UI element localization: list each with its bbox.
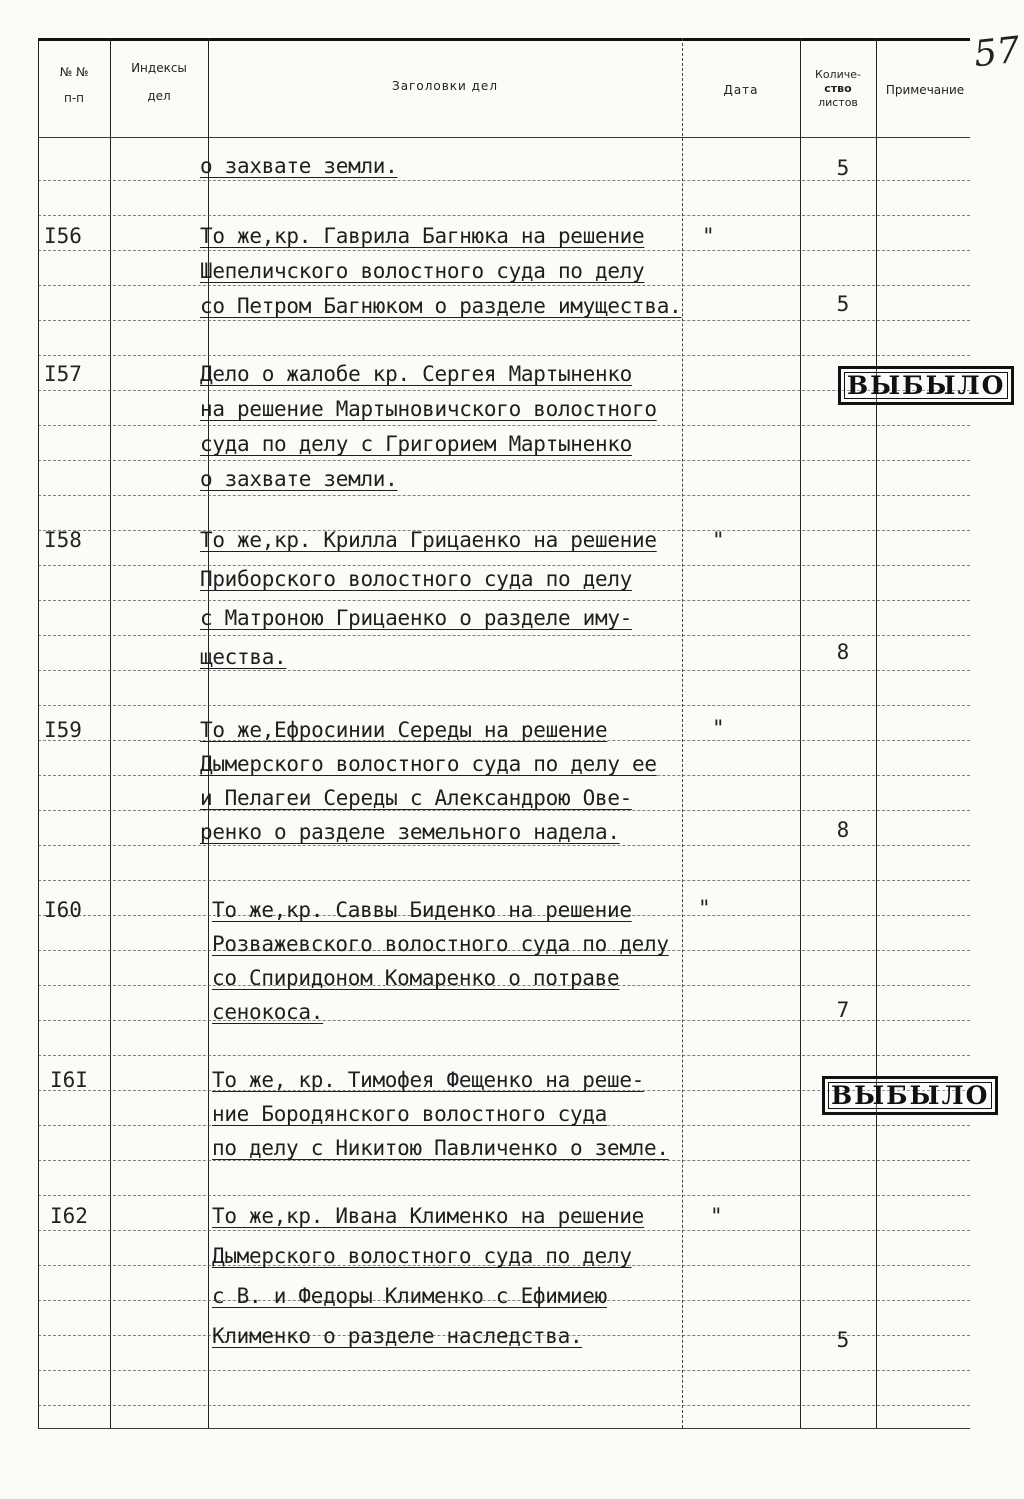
sheet-number: 57 [971, 29, 1022, 76]
sheet-count: 5 [836, 1328, 850, 1352]
column-rule [682, 38, 683, 1428]
ditto-mark: " [712, 528, 725, 552]
case-title-line: на решение Мартыновичского волостного [200, 397, 657, 421]
ruled-line [38, 320, 970, 321]
ruled-line [38, 1195, 970, 1196]
ruled-line [38, 355, 970, 356]
bottom-rule [38, 1428, 970, 1429]
ruled-line [38, 1370, 970, 1371]
ruled-line [38, 600, 970, 601]
case-title-line: То же,Ефросинии Середы на решение [200, 718, 608, 742]
case-title-line: сенокоса. [212, 1000, 324, 1024]
case-title-line: То же,кр. Крилла Грицаенко на решение [200, 528, 657, 552]
ruled-line [38, 705, 970, 706]
case-title-line: суда по делу с Григорием Мартыненко [200, 432, 633, 456]
header-number-col: № № п-п [59, 65, 89, 105]
ruled-line [38, 1405, 970, 1406]
header-note-col: Примечание [885, 83, 965, 97]
case-number: I56 [44, 224, 82, 248]
ditto-mark: " [712, 716, 725, 740]
case-title-line: с В. и Федоры Клименко с Ефимиею [212, 1284, 607, 1308]
case-title-line: со Спиридоном Комаренко о потраве [212, 966, 620, 990]
column-rule [38, 38, 39, 1428]
case-title-line: о захвате земли. [200, 154, 398, 178]
ruled-line [38, 460, 970, 461]
case-title-line: То же,кр. Ивана Клименко на решение [212, 1204, 645, 1228]
case-number: I6I [50, 1068, 88, 1092]
ditto-mark: " [698, 896, 711, 920]
case-title-line: ние Бородянского волостного суда [212, 1102, 607, 1126]
column-rule [876, 38, 877, 1428]
sheet-count: 8 [836, 818, 850, 842]
ruled-line [38, 635, 970, 636]
header-count-col: Количе- ство листов [815, 68, 861, 109]
ruled-line [38, 1160, 970, 1161]
case-number: I59 [44, 718, 82, 742]
case-title-line: Клименко о разделе наследства. [212, 1324, 583, 1348]
ruled-line [38, 285, 970, 286]
withdrawn-stamp: ВЫБЫЛО [822, 1076, 998, 1115]
case-title-line: и Пелагеи Середы с Александрою Ове- [200, 786, 633, 810]
header-titles-col: Заголовки дел [392, 79, 498, 93]
ditto-mark: " [702, 224, 715, 248]
ruled-line [38, 250, 970, 251]
case-title-line: с Матроною Грицаенко о разделе иму- [200, 606, 633, 630]
ruled-line [38, 565, 970, 566]
case-title-line: Дымерского волостного суда по делу ее [200, 752, 657, 776]
withdrawn-stamp: ВЫБЫЛО [838, 366, 1014, 405]
case-title-line: со Петром Багнюком о разделе имущества. [200, 294, 682, 318]
case-title-line: о захвате земли. [200, 467, 398, 491]
ruled-line [38, 180, 970, 181]
header-indices-col: Индексы дел [131, 61, 187, 103]
case-title-line: То же,кр. Саввы Биденко на решение [212, 898, 632, 922]
case-number: I60 [44, 898, 82, 922]
ruled-line [38, 810, 970, 811]
case-title-line: ренко о разделе земельного надела. [200, 820, 620, 844]
case-title-line: То же,кр. Гаврила Багнюка на решение [200, 224, 645, 248]
sheet-count: 8 [836, 640, 850, 664]
case-number: I57 [44, 362, 82, 386]
ruled-line [38, 390, 970, 391]
case-title-line: Дымерского волостного суда по делу [212, 1244, 632, 1268]
ditto-mark: " [710, 1204, 723, 1228]
ruled-line [38, 845, 970, 846]
case-title-line: Шепеличского волостного суда по делу [200, 259, 645, 283]
ruled-line [38, 1230, 970, 1231]
header-bottom-rule [38, 137, 970, 138]
case-title-line: щества. [200, 645, 287, 669]
sheet-count: 7 [836, 998, 850, 1022]
column-rule [110, 38, 111, 1428]
sheet-count: 5 [836, 156, 850, 180]
top-rule [38, 38, 970, 41]
case-title-line: Дело о жалобе кр. Сергея Мартыненко [200, 362, 633, 386]
ruled-line [38, 425, 970, 426]
ruled-line [38, 215, 970, 216]
ruled-line [38, 670, 970, 671]
ruled-line [38, 495, 970, 496]
column-rule [800, 38, 801, 1428]
case-title-line: Приборского волостного суда по делу [200, 567, 633, 591]
case-number: I62 [50, 1204, 88, 1228]
sheet-count: 5 [836, 292, 850, 316]
case-title-line: То же, кр. Тимофея Фещенко на реше- [212, 1068, 645, 1092]
case-number: I58 [44, 528, 82, 552]
ruled-line [38, 880, 970, 881]
ruled-line [38, 1055, 970, 1056]
case-title-line: по делу с Никитою Павличенко о земле. [212, 1136, 669, 1160]
header-date-col: Дата [723, 83, 759, 97]
case-title-line: Розважевского волостного суда по делу [212, 932, 669, 956]
